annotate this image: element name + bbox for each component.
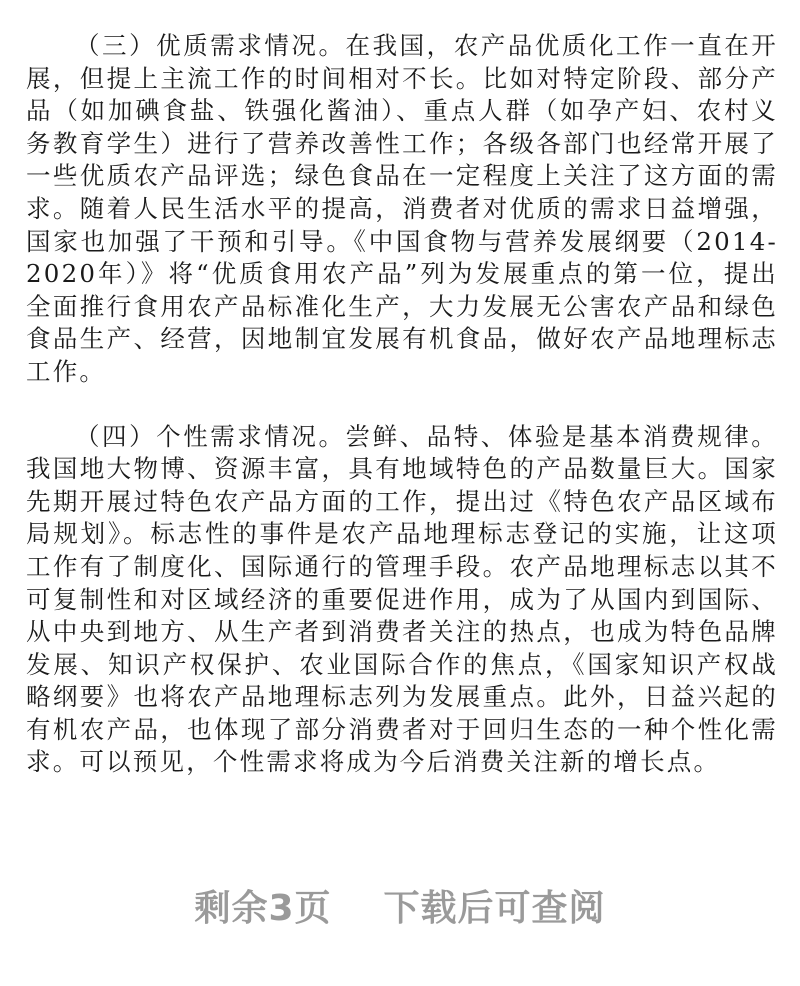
document-body (26, 30, 778, 779)
download-to-view-label: 下载后可查阅 (383, 888, 606, 929)
paragraph-quality-demand: （三）优质需求情况。在我国，农产品优质化工作一直在开展，但提上主流工作的时间相对不长。比如对特定阶段、部分产品（如加碘食盐、铁强化酱油）、重点人群（如孕产妇、农村义务教育学生）进行了营养改善性工作；各级各部门也经常开展了一些优质农产品评选；绿色食品在一定程度上关注了这方面的需求。随着人民生活水平的提高，消费者对优质的需求日益增强，国家也加强了干预和引导。《中国食物与营养发展纲要（2014-2020年）》将“优质食用农产品”列为发展重点的第一位，提出全面推行食用农产品标准化生产，大力发展无公害农产品和绿色食品生产、经营，因地制宜发展有机食品，做好农产品地理标志工作。 (26, 31, 778, 386)
paragraph-personal-demand: （四）个性需求情况。尝鲜、品特、体验是基本消费规律。我国地大物博、资源丰富，具有地域特色的产品数量巨大。国家先期开展过特色农产品方面的工作，提出过《特色农产品区域布局规划》。标志性的事件是农产品地理标志登记的实施，让这项工作有了制度化、国际通行的管理手段。农产品地理标志以其不可复制性和对区域经济的重要促进作用，成为了从国内到国际、从中央到地方、从生产者到消费者关注的热点，也成为特色品牌发展、知识产权保护、农业国际合作的焦点，《国家知识产权战略纲要》也将农产品地理标志列为发展重点。此外，日益兴起的有机农产品，也体现了部分消费者对于回归生态的一种个性化需求。可以预见，个性需求将成为今后消费关注新的增长点。 (26, 421, 778, 777)
download-prompt-banner[interactable] (0, 880, 800, 931)
remaining-pages-label: 剩余3页 (194, 888, 332, 929)
